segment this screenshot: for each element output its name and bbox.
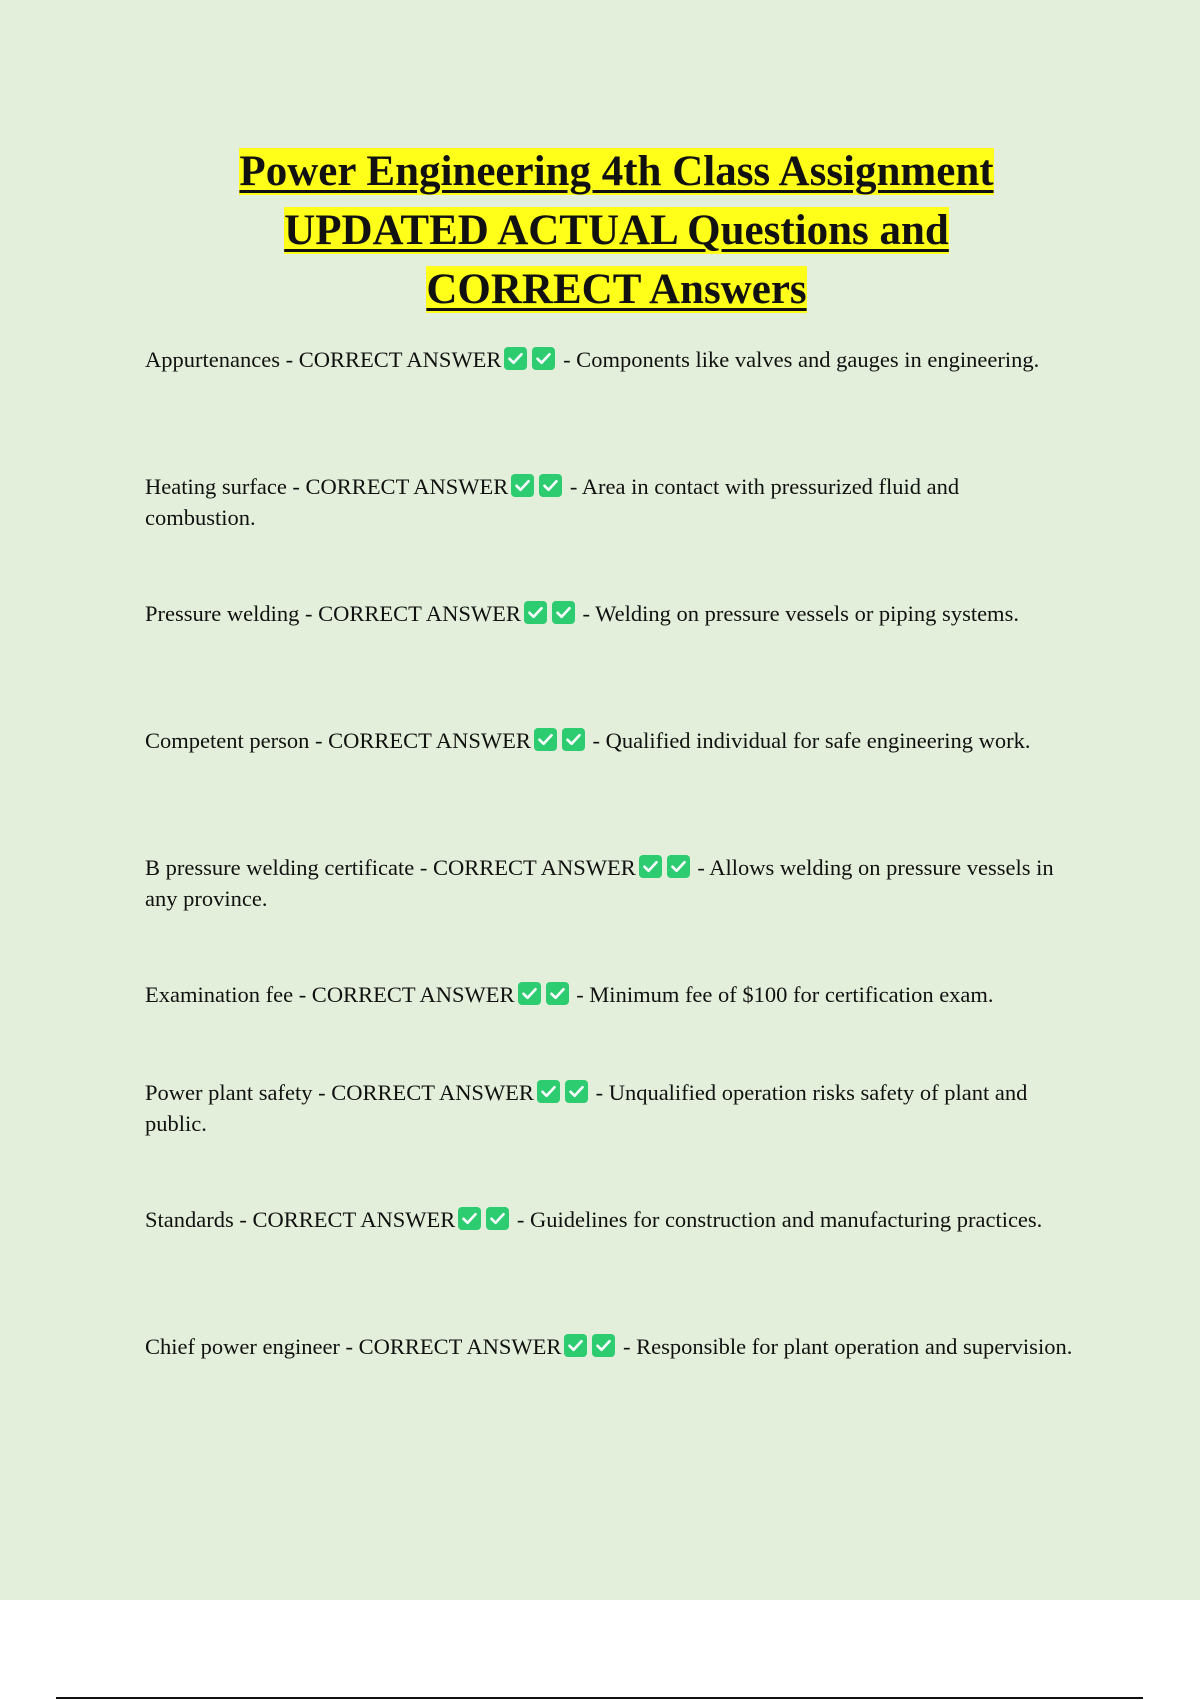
- check-mark-button-icon: [539, 474, 562, 497]
- check-mark-button-icon: [486, 1207, 509, 1230]
- list-item: [145, 471, 1075, 533]
- check-mark-button-icon: [534, 728, 557, 751]
- check-mark-button-icon: [537, 1080, 560, 1103]
- answer-definition: - Unqualified operation risks safety of plant and public.: [145, 1080, 1028, 1136]
- question-term: B pressure welding certificate - CORRECT ANSWER: [145, 855, 636, 880]
- answer-definition: - Allows welding on pressure vessels in any province.: [145, 855, 1054, 911]
- answer-definition: - Components like valves and gauges in engineering.: [557, 347, 1040, 372]
- answer-definition: - Welding on pressure vessels or piping systems.: [576, 601, 1019, 626]
- check-mark-button-icon: [518, 982, 541, 1005]
- question-term: Appurtenances - CORRECT ANSWER: [145, 347, 502, 372]
- list-item: [145, 725, 1075, 756]
- check-mark-button-icon: [552, 601, 575, 624]
- document-title: [140, 142, 1093, 319]
- check-mark-button-icon: [546, 982, 569, 1005]
- check-mark-button-icon: [524, 601, 547, 624]
- list-item: [145, 979, 1075, 1010]
- check-mark-button-icon: [667, 855, 690, 878]
- question-term: Pressure welding - CORRECT ANSWER: [145, 601, 521, 626]
- title-line: CORRECT Answers: [426, 266, 807, 313]
- title-line: Power Engineering 4th Class Assignment: [239, 148, 994, 195]
- check-mark-button-icon: [511, 474, 534, 497]
- list-item: [145, 1204, 1075, 1235]
- answer-definition: - Area in contact with pressurized fluid and combustion.: [145, 474, 960, 530]
- list-item: [145, 598, 1075, 629]
- check-mark-button-icon: [562, 728, 585, 751]
- list-item: [145, 852, 1075, 914]
- question-term: Standards - CORRECT ANSWER: [145, 1207, 456, 1232]
- title-line: UPDATED ACTUAL Questions and: [284, 207, 949, 254]
- question-term: Power plant safety - CORRECT ANSWER: [145, 1080, 534, 1105]
- question-term: Heating surface - CORRECT ANSWER: [145, 474, 509, 499]
- check-mark-button-icon: [592, 1334, 615, 1357]
- list-item: [145, 344, 1075, 375]
- question-term: Competent person - CORRECT ANSWER: [145, 728, 531, 753]
- question-term: Examination fee - CORRECT ANSWER: [145, 982, 515, 1007]
- check-mark-button-icon: [564, 1334, 587, 1357]
- list-item: [145, 1331, 1075, 1362]
- answer-definition: - Minimum fee of $100 for certification exam.: [570, 982, 994, 1007]
- check-mark-button-icon: [458, 1207, 481, 1230]
- list-item: [145, 1077, 1075, 1139]
- check-mark-button-icon: [565, 1080, 588, 1103]
- check-mark-button-icon: [639, 855, 662, 878]
- answer-definition: - Responsible for plant operation and supervision.: [617, 1334, 1073, 1359]
- check-mark-button-icon: [504, 347, 527, 370]
- check-mark-button-icon: [532, 347, 555, 370]
- footer-divider: [56, 1697, 1143, 1699]
- answer-definition: - Guidelines for construction and manufacturing practices.: [511, 1207, 1043, 1232]
- question-term: Chief power engineer - CORRECT ANSWER: [145, 1334, 562, 1359]
- answer-definition: - Qualified individual for safe engineering work.: [586, 728, 1031, 753]
